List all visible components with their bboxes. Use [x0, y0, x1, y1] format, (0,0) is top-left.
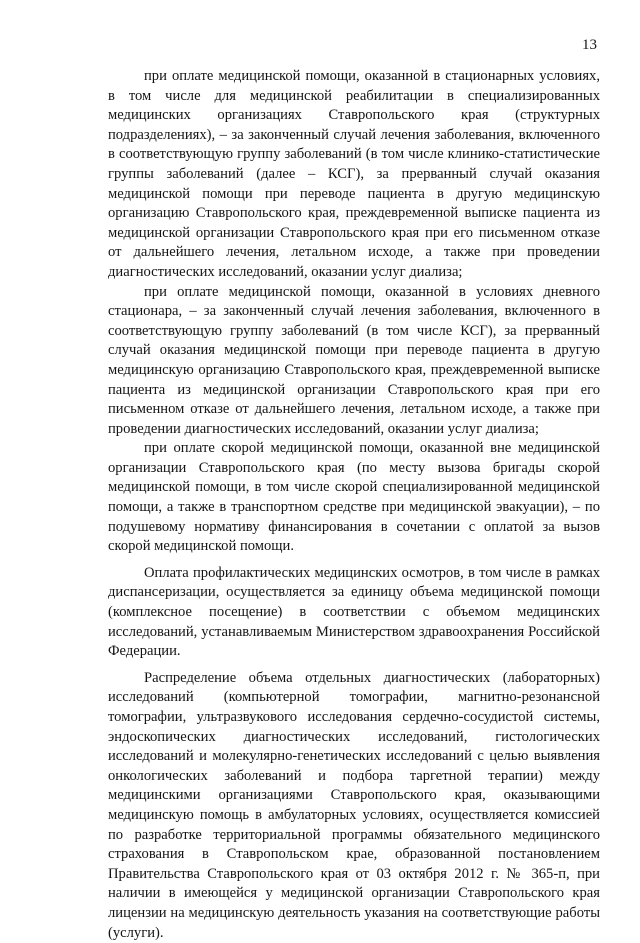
paragraph-inpatient-payment: при оплате медицинской помощи, оказанной в стационарных условиях, в том числе для медицинской реабилитации в специализированных медицинских организациях Ставропольского края (структурных подразделениях), – за законченный случай лечения заболевания, включенного в соответствующую группу заболеваний (в том числе клинико-статистические группы заболеваний (далее – КСГ), за прерванный случай оказания медицинской помощи при переводе пациента в другую медицинскую организацию Ставропольского края, преждевременной выписке пациента из медицинской организации Ставропольского края при его письменном отказе от дальнейшего лечения, летальном исходе, а также при проведении диагностических исследований, оказании услуг диализа;	[108, 68, 600, 280]
paragraph-emergency-payment: при оплате скорой медицинской помощи, оказанной вне медицинской организации Ставропольского края (по месту вызова бригады скорой медицинской помощи, в том числе скорой специализированной медицинской помощи, а также в транспортном средстве при медицинской эвакуации), – по подушевому нормативу финансирования в сочетании с оплатой за вызов скорой медицинской помощи.	[108, 440, 600, 555]
paragraph-diagnostics-distribution: Распределение объема отдельных диагностических (лабораторных) исследований (компьютерной томографии, магнитно-резонансной томографии, ультразвукового исследования сердечно-сосудистой системы, эндоскопических диагностических исследований, гистологических исследований и молекулярно-генетических исследований с целью выявления онкологических заболеваний и подбора таргетной терапии) между медицинскими организациями Ставропольского края, оказывающими медицинскую помощь в амбулаторных условиях, осуществляется комиссией по разработке территориальной программы обязательного медицинского страхования в Ставропольском крае, образованной постановлением Правительства Ставропольского края от 03 октября 2012 г. № 365-п, при наличии в имеющейся у медицинской организации Ставропольского края лицензии на медицинскую деятельность указания на соответствующие работы (услуги).	[108, 669, 600, 941]
page-number: 13	[582, 37, 597, 53]
paragraph-preventive-exams: Оплата профилактических медицинских осмотров, в том числе в рамках диспансеризации, осуществляется за единицу объема медицинской помощи (комплексное посещение) в соответствии с объемом медицинских исследований, устанавливаемым Министерством здравоохранения Российской Федерации.	[108, 564, 600, 660]
paragraph-day-hospital-payment: при оплате медицинской помощи, оказанной в условиях дневного стационара, – за законченный случай лечения заболевания, включенного в соответствующую группу заболеваний (в том числе КСГ), за прерванный случай оказания медицинской помощи при переводе пациента в другую медицинскую организацию Ставропольского края, преждевременной выписке пациента из медицинской организации Ставропольского края при его письменном отказе от дальнейшего лечения, летальном исходе, а также при проведении диагностических исследований, оказании услуг диализа;	[108, 283, 600, 437]
document-body	[108, 67, 600, 943]
